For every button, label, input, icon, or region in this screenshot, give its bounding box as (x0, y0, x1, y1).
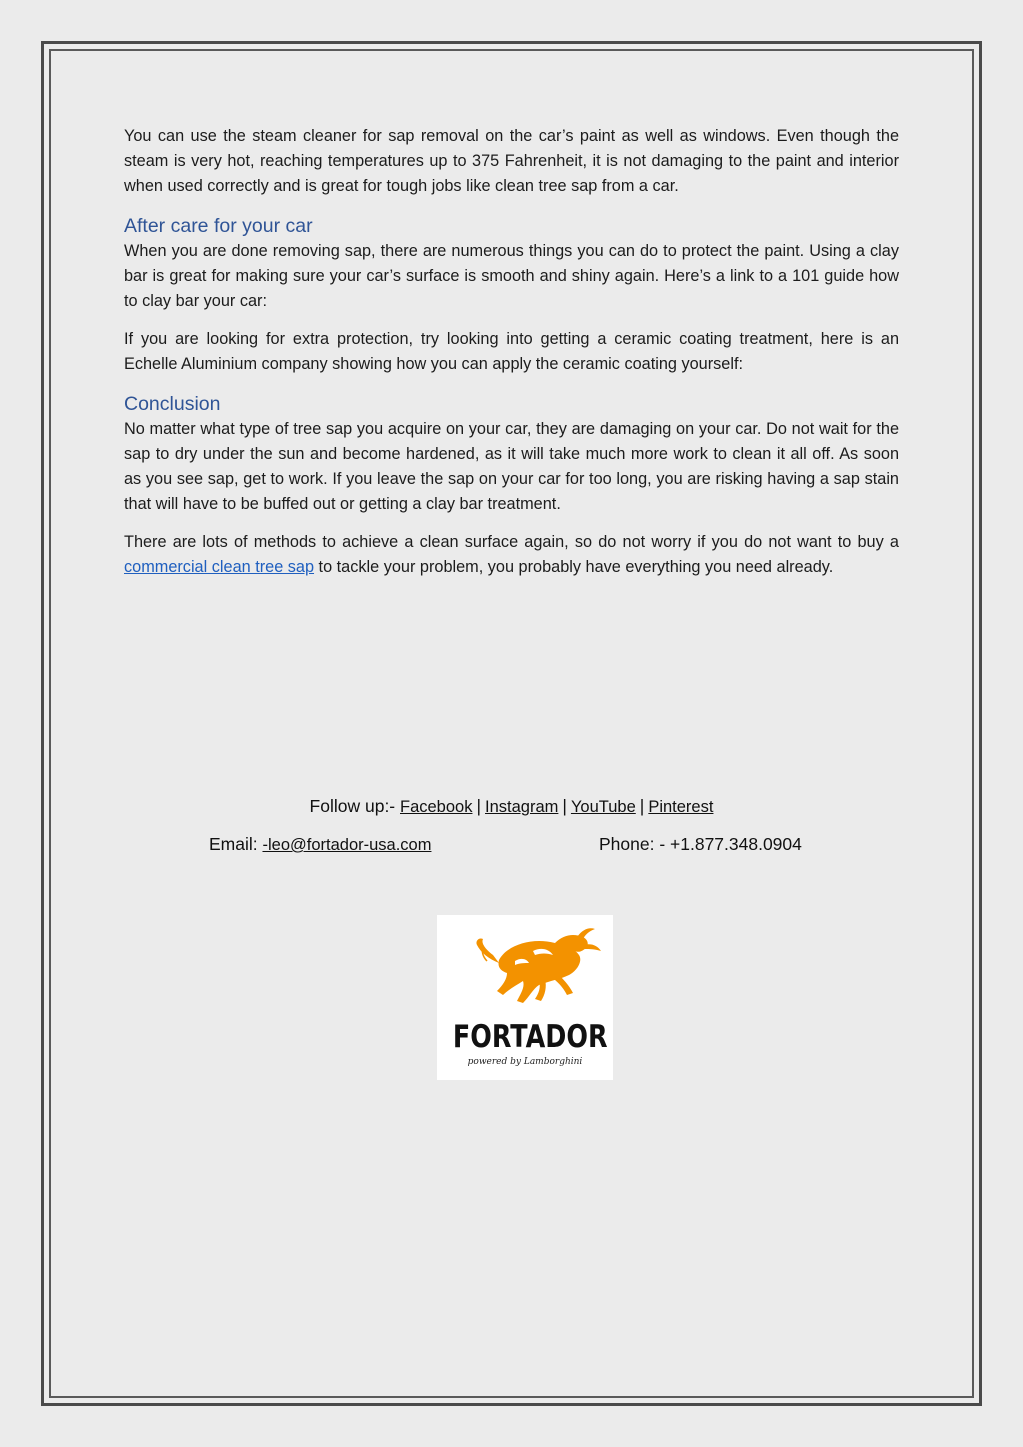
conclusion-text-before-link: There are lots of methods to achieve a clean surface again, so do not worry if you do not want to buy a (124, 533, 899, 551)
email-block (209, 834, 431, 855)
instagram-link[interactable]: Instagram (485, 798, 559, 816)
email-label: Email: (209, 834, 263, 854)
conclusion-heading: Conclusion (124, 393, 221, 415)
youtube-link[interactable]: YouTube (570, 798, 636, 816)
conclusion-paragraph-1: No matter what type of tree sap you acquire on your car, they are damaging on your car. Do not wait for the sap to dry under the sun and become hardened, as it will take much more work to clean it all off. As soon as you see sap, get to work. If you leave the sap on your car for too long, you are risking having a sap stain that will have to be buffed out or getting a clay bar treatment. (124, 420, 899, 513)
commercial-clean-tree-sap-link[interactable]: commercial clean tree sap (124, 558, 315, 576)
article-body (124, 124, 899, 593)
aftercare-paragraph-2: If you are looking for extra protection, try looking into getting a ceramic coating treatment, here is an Echelle Aluminium company showing how you can apply the ceramic coating yourself: (124, 330, 899, 373)
conclusion-text-after-link: to tackle your problem, you probably have everything you need already. (314, 558, 834, 576)
contact-line (0, 834, 1023, 864)
separator: | (639, 796, 645, 816)
aftercare-paragraph-1: When you are done removing sap, there are numerous things you can do to protect the paint. Using a clay bar is great for making sure your car’s surface is smooth and shiny again. Here’s a link to a 101 guide how to clay bar your car: (124, 242, 899, 310)
fortador-logo (437, 915, 613, 1080)
bull-icon (437, 915, 613, 1015)
email-link[interactable]: -leo@fortador-usa.com (262, 836, 432, 854)
follow-up-label: Follow up:- (309, 796, 400, 816)
pinterest-link[interactable]: Pinterest (648, 798, 714, 816)
separator: | (562, 796, 567, 816)
intro-paragraph: You can use the steam cleaner for sap removal on the car’s paint as well as windows. Even though the steam is very hot, reaching temperatures up to 375 Fahrenheit, it is not damaging to the paint and interior when used correctly and is great for tough jobs like clean tree sap from a car. (124, 127, 899, 195)
conclusion-paragraph-2 (124, 530, 899, 580)
separator: | (476, 796, 482, 816)
phone-text: Phone: - +1.877.348.0904 (599, 834, 802, 854)
logo-brand-name: FORTADOR (452, 1019, 608, 1055)
facebook-link[interactable]: Facebook (400, 798, 473, 816)
aftercare-heading: After care for your car (124, 215, 313, 237)
logo-tagline: powered by Lamborghini (467, 1057, 583, 1067)
follow-up-line (0, 793, 1023, 820)
footer (0, 793, 1023, 864)
